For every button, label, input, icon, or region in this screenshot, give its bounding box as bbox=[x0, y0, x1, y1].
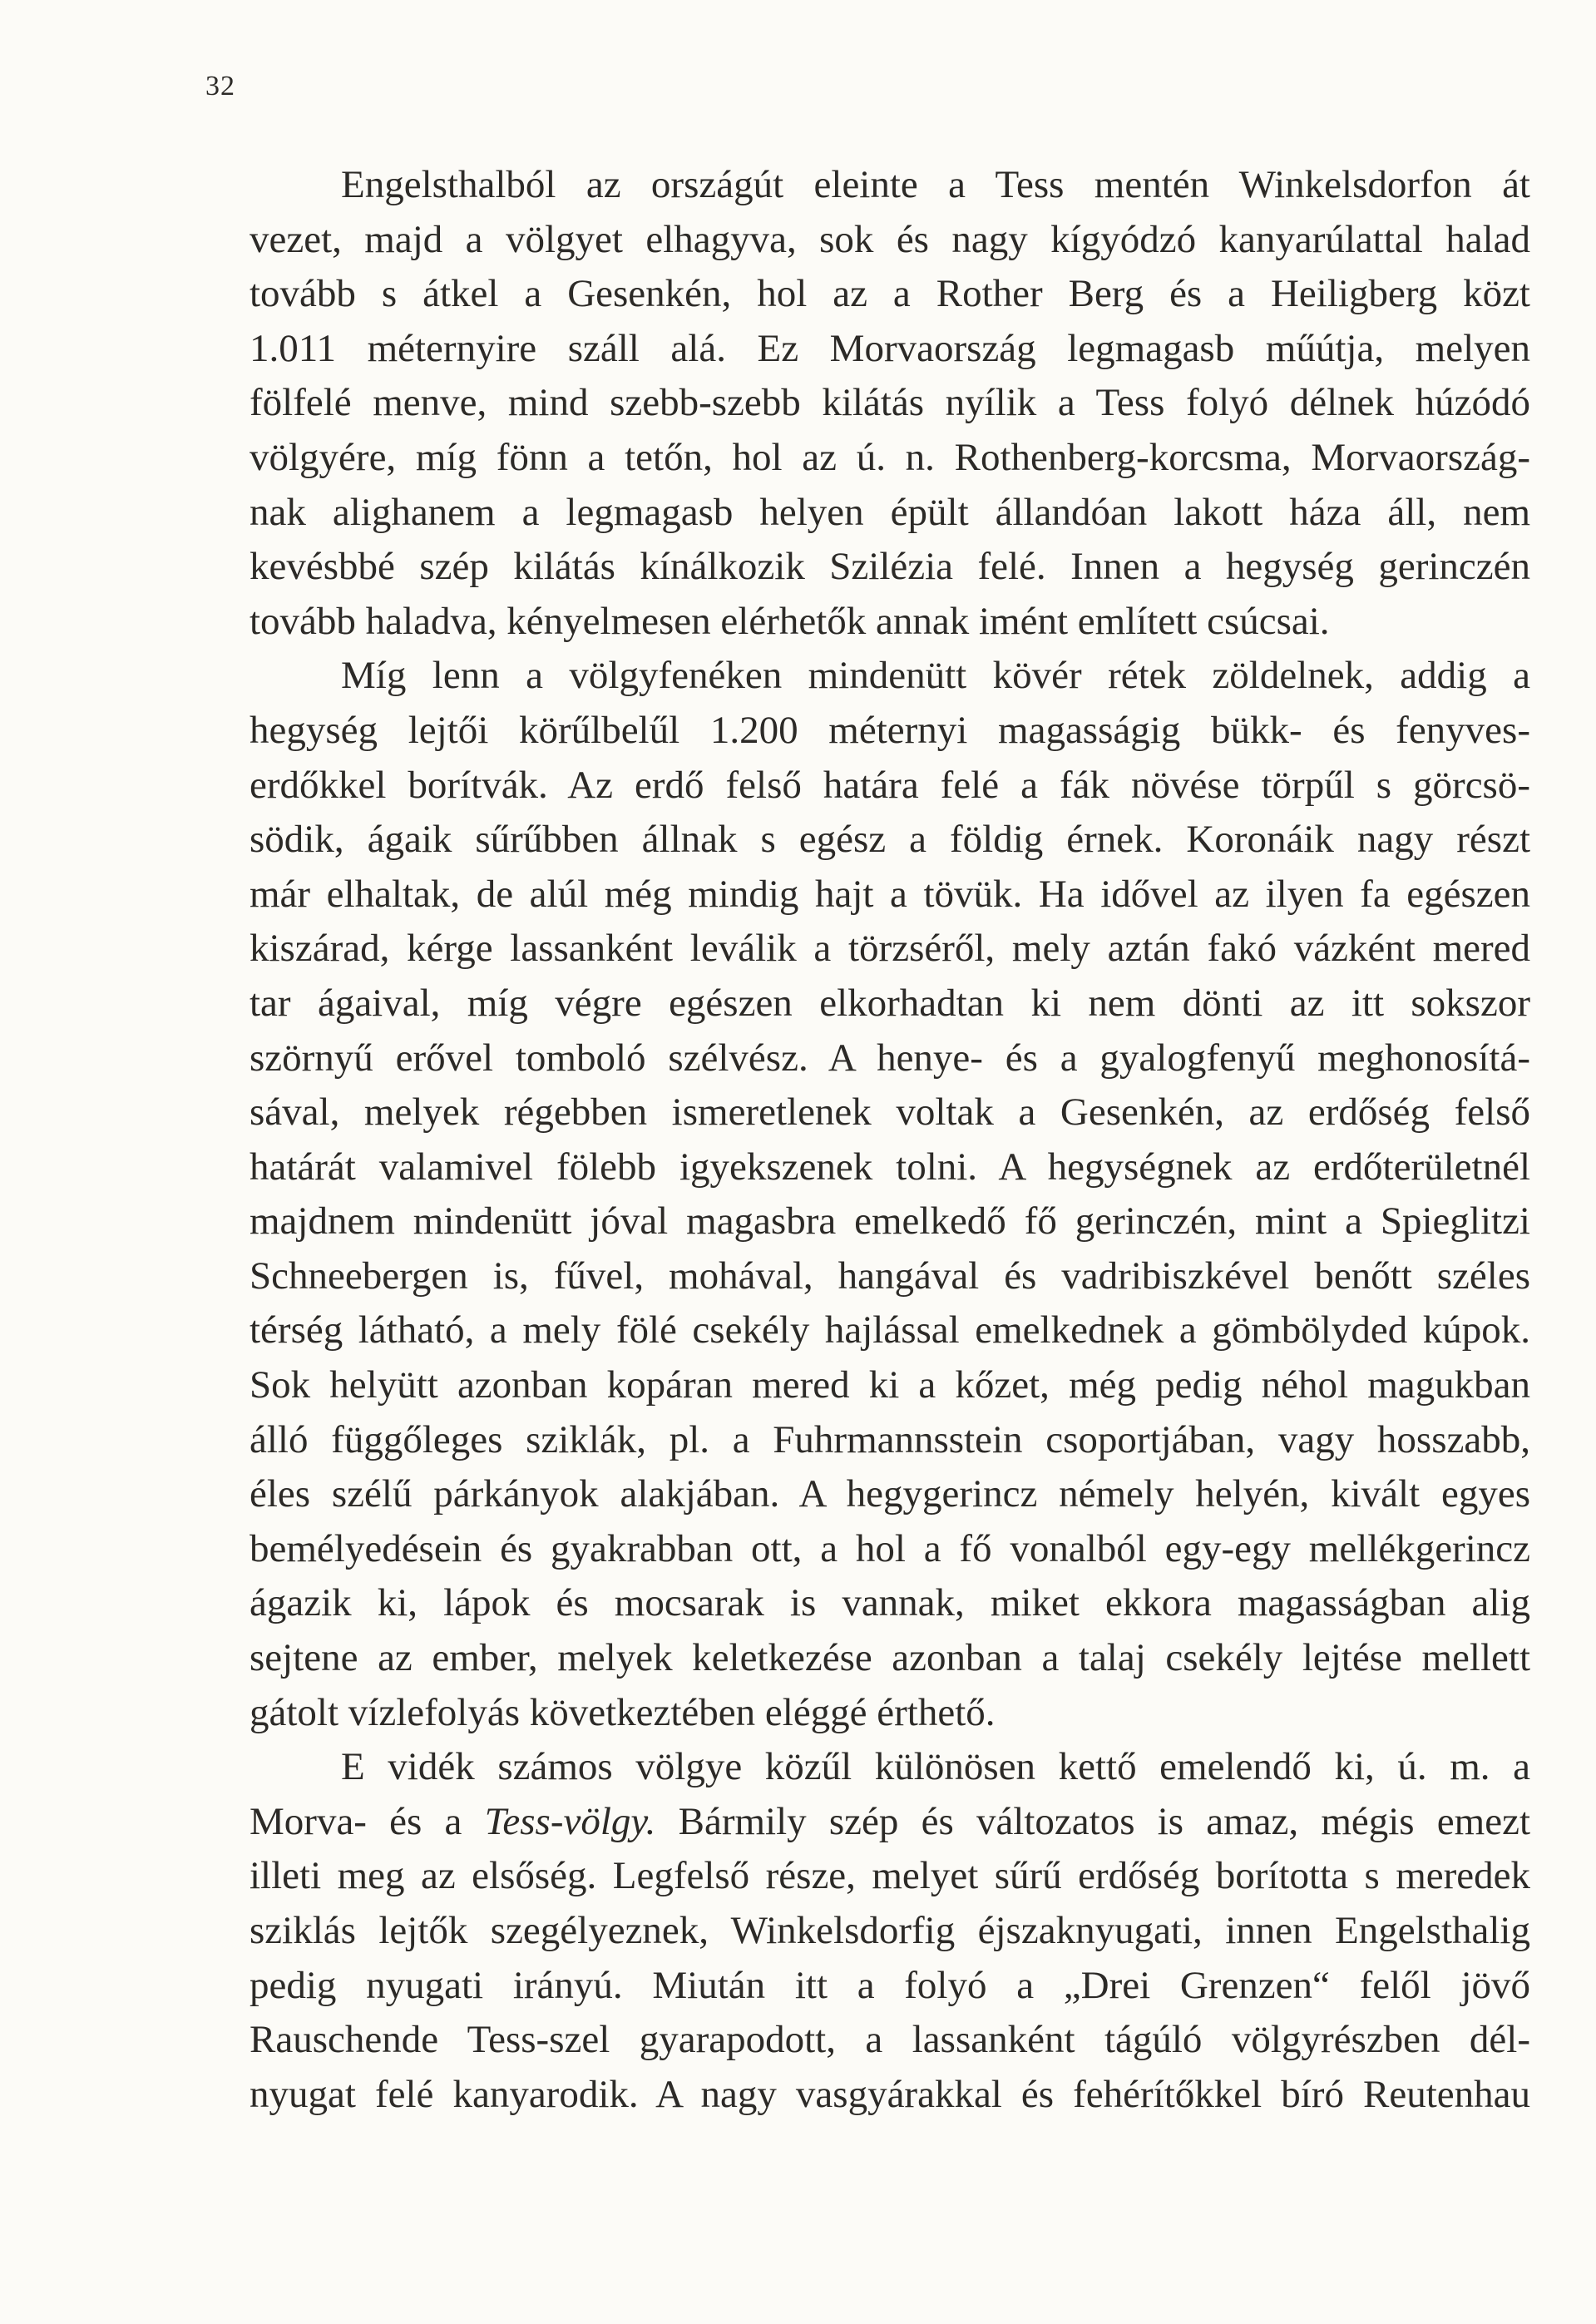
paragraph-1 bbox=[250, 158, 1530, 649]
text-line: kiszárad, kérge lassanként leválik a törzséről, mely aztán fakó vázként mered bbox=[250, 927, 1530, 971]
text-line: nak alighanem a legmagasb helyen épült állandóan lakott háza áll, nem bbox=[250, 490, 1530, 534]
text-line: éles szélű párkányok alakjában. A hegygerincz némely helyén, kivált egyes bbox=[250, 1472, 1530, 1516]
text-line: térség látható, a mely fölé csekély hajlással emelkednek a gömbölyded kúpok. bbox=[250, 1308, 1530, 1352]
text-line: tovább s átkel a Gesenkén, hol az a Rother Berg és a Heiligberg közt bbox=[250, 272, 1530, 316]
text-line: vezet, majd a völgyet elhagyva, sok és nagy kígyódzó kanyarúlattal halad bbox=[250, 217, 1530, 261]
text-line: hegység lejtői körűlbelűl 1.200 méternyi magasságig bükk- és fenyves- bbox=[250, 708, 1530, 752]
text-line: majdnem mindenütt jóval magasbra emelkedő fő gerinczén, mint a Spieglitzi bbox=[250, 1199, 1530, 1244]
paragraph-2 bbox=[250, 649, 1530, 1740]
text-line: pedig nyugati irányú. Miután itt a folyó a „Drei Grenzen“ felől jövő bbox=[250, 1963, 1530, 2007]
text-line: E vidék számos völgye közűl különösen kettő emelendő ki, ú. m. a bbox=[341, 1745, 1530, 1789]
text-line: södik, ágaik sűrűbben állnak s egész a földig érnek. Koronáik nagy részt bbox=[250, 818, 1530, 862]
page-number: 32 bbox=[205, 71, 235, 101]
paragraph-3 bbox=[250, 1740, 1530, 2122]
text-line bbox=[250, 1795, 1530, 1850]
text-line: határát valamivel fölebb igyekszenek tolni. A hegységnek az erdőterületnél bbox=[250, 1145, 1530, 1189]
text-line: illeti meg az elsőség. Legfelső része, melyet sűrű erdőség borította s meredek bbox=[250, 1854, 1530, 1898]
text-line: sejtene az ember, melyek keletkezése azonban a talaj csekély lejtése mellett bbox=[250, 1636, 1530, 1680]
text-line: Míg lenn a völgyfenéken mindenütt kövér rétek zöldelnek, addig a bbox=[341, 654, 1530, 698]
text-line: Engelsthalból az országút eleinte a Tess mentén Winkelsdorfon át bbox=[341, 163, 1530, 206]
text-line: 1.011 méternyire száll alá. Ez Morvaország legmagasb műútja, melyen bbox=[250, 326, 1530, 370]
text-line: kevésbbé szép kilátás kínálkozik Szilézia felé. Innen a hegység gerinczén bbox=[250, 545, 1530, 589]
text-line: Schneebergen is, fűvel, mohával, hangával és vadribiszkével benőtt széles bbox=[250, 1253, 1530, 1298]
text-line: tovább haladva, kényelmesen elérhetők annak imént említett csúcsai. bbox=[250, 599, 1330, 643]
text-line: már elhaltak, de alúl még mindig hajt a tövük. Ha idővel az ilyen fa egészen bbox=[250, 872, 1530, 916]
text-line: nyugat felé kanyarodik. A nagy vasgyárakkal és fehérítőkkel bíró Reutenhau bbox=[250, 2072, 1530, 2116]
text-fragment: Morva- és a bbox=[250, 1799, 485, 1843]
text-line: ágazik ki, lápok és mocsarak is vannak, miket ekkora magasságban alig bbox=[250, 1581, 1530, 1625]
text-line: álló függőleges sziklák, pl. a Fuhrmannsstein csoportjában, vagy hosszabb, bbox=[250, 1417, 1530, 1461]
text-line: tar ágaival, míg végre egészen elkorhadtan ki nem dönti az itt sokszor bbox=[250, 981, 1530, 1025]
text-fragment: Bármily szép és változatos is amaz, mégis emezt bbox=[655, 1799, 1531, 1843]
text-line: Rauschende Tess-szel gyarapodott, a lassanként tágúló völgyrészben dél- bbox=[250, 2018, 1530, 2062]
text-line: sával, melyek régebben ismeretlenek voltak a Gesenkén, az erdőség felső bbox=[250, 1090, 1530, 1135]
text-line: bemélyedésein és gyakrabban ott, a hol a fő vonalból egy-egy mellékgerincz bbox=[250, 1526, 1530, 1570]
valley-name-italic: Tess-völgy. bbox=[484, 1799, 656, 1843]
text-line: szörnyű erővel tomboló szélvész. A henye- és a gyalogfenyű meghonosítá- bbox=[250, 1036, 1530, 1080]
text-line: gátolt vízlefolyás következtében eléggé érthető. bbox=[250, 1690, 996, 1734]
text-line: erdőkkel borítvák. Az erdő felső határa felé a fák növése törpűl s görcsö- bbox=[250, 763, 1530, 807]
body-text bbox=[250, 158, 1530, 2122]
text-line: Sok helyütt azonban kopáran mered ki a kőzet, még pedig néhol magukban bbox=[250, 1363, 1530, 1407]
text-line: völgyére, míg fönn a tetőn, hol az ú. n. Rothenberg-korcsma, Morvaország- bbox=[250, 435, 1530, 479]
text-line: fölfelé menve, mind szebb-szebb kilátás nyílik a Tess folyó délnek húzódó bbox=[250, 381, 1530, 425]
text-line: sziklás lejtők szegélyeznek, Winkelsdorfig éjszaknyugati, innen Engelsthalig bbox=[250, 1909, 1530, 1952]
